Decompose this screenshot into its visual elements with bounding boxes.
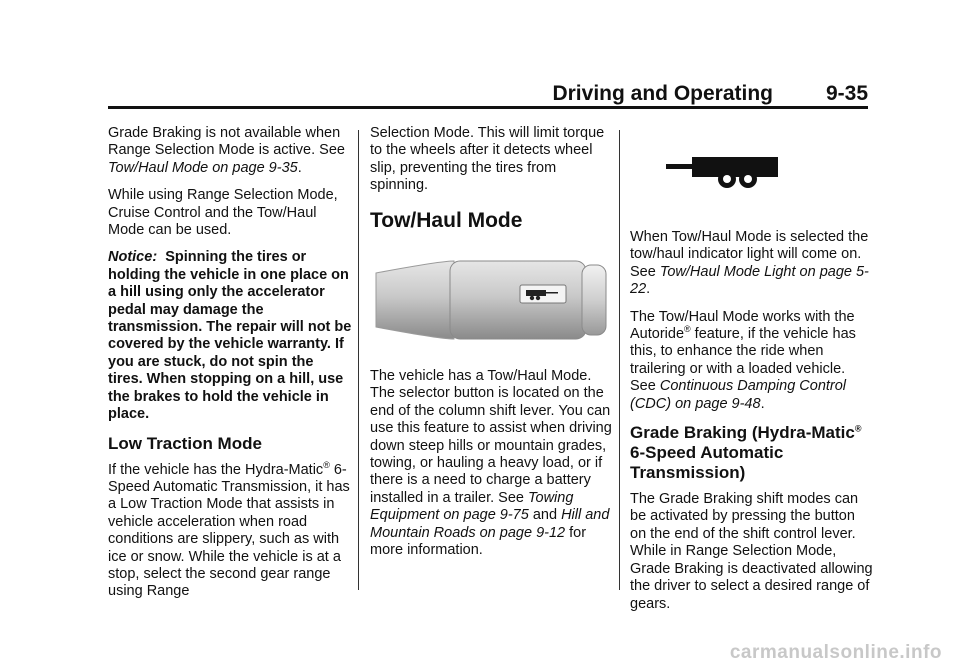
tow-haul-indicator-icon (630, 151, 874, 195)
column-3 (630, 125, 874, 623)
paragraph: Grade Braking is not available when Range Selection Mode is active. See Tow/Haul Mode on page 9-35. (108, 125, 345, 176)
paragraph: If the vehicle has the Hydra-Matic® 6-Speed Automatic Transmission, it has a Low Traction Mode that assists in vehicle acceleration when road conditions are slippery, such as with ice or snow. While the vehicle is at a stop, select the second gear range using Range (108, 459, 350, 600)
paragraph: The Grade Braking shift modes can be activated by pressing the button on the end of the shift control lever. While in Range Selection Mode, Grade Braking is deactivated allowing the driver to select a desired range of gears. (630, 491, 873, 612)
notice (108, 249, 352, 423)
column-2 (370, 125, 614, 570)
section-title: Driving and Operating (552, 82, 773, 105)
cross-reference: Hill and Mountain Roads on page 9-12 (370, 507, 610, 541)
column-1 (108, 125, 352, 611)
notice-text: Spinning the tires or holding the vehicle in one place on a hill using only the accelerator pedal may damage the transmission. The repair will not be covered by the vehicle warranty. If you are stuck, do not spin the tires. When stopping on a hill, use the brakes to hold the vehicle in place. (108, 249, 352, 423)
paragraph: The Tow/Haul Mode works with the Autoride® feature, if the vehicle has this, to enhance the ride when trailering or with a loaded vehicle. See Continuous Damping Control (CDC) on page 9-48. (630, 308, 856, 412)
heading-grade-braking: Grade Braking (Hydra-Matic® 6-Speed Automatic Transmission) (630, 423, 862, 483)
column-divider (619, 130, 620, 590)
cross-reference: Tow/Haul Mode Light on page 5-22 (630, 263, 869, 298)
shift-lever-illustration (370, 255, 614, 345)
page-number: 9-35 (825, 82, 868, 105)
heading-tow-haul-mode: Tow/Haul Mode (370, 208, 523, 232)
heading-low-traction-mode: Low Traction Mode (108, 433, 262, 453)
paragraph: When Tow/Haul Mode is selected the tow/haul indicator light will come on. See Tow/Haul Mode Light on page 5-22. (630, 229, 869, 298)
paragraph: The vehicle has a Tow/Haul Mode. The selector button is located on the end of the column shift lever. You can use this feature to assist when driving down steep hills or mountain grades, towing, or hauling a heavy load, or if there is a need to charge a battery installed in a trailer. See Towing Equipment on page 9-75 and Hill and Mountain Roads on page 9-12 for more information. (370, 368, 612, 559)
page-header (108, 76, 868, 109)
watermark: carmanualsonline.info (729, 642, 942, 663)
paragraph: While using Range Selection Mode, Cruise Control and the Tow/Haul Mode can be used. (108, 187, 338, 239)
paragraph: Selection Mode. This will limit torque to the wheels after it detects wheel slip, preventing the tires from spinning. (370, 125, 605, 194)
cross-reference: Towing Equipment on page 9-75 (370, 489, 574, 524)
cross-reference: Continuous Damping Control (CDC) on page 9-48 (630, 378, 847, 412)
notice-label: Notice: (108, 249, 158, 266)
cross-reference: Tow/Haul Mode on page 9-35 (108, 159, 298, 176)
column-divider (358, 130, 359, 590)
